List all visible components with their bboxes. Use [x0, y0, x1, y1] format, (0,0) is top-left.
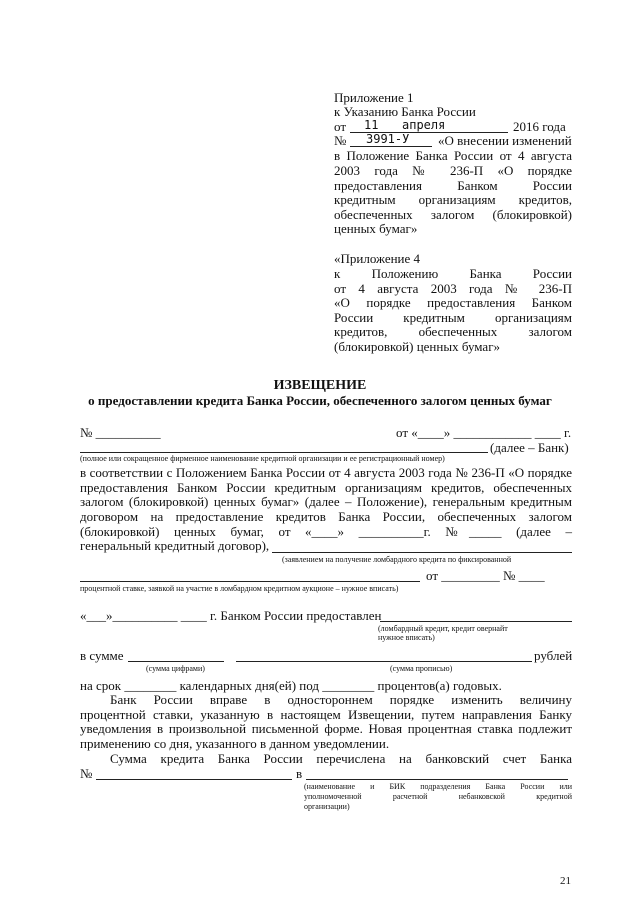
- appendix4-line4: «О порядке предоставления Банком: [334, 295, 572, 310]
- para1-line2: предоставления Банком России кредитным организациям кредитов, обеспеченных: [80, 480, 572, 495]
- bank-suffix: (далее – Банк): [490, 440, 569, 455]
- notice-number: № __________: [80, 425, 161, 440]
- appendix1-line8: обеспеченных залогом (блокировкой): [334, 207, 572, 222]
- number-underline: [350, 146, 432, 147]
- sum-words-line: [236, 661, 532, 662]
- appendix4-line7: (блокировкой) ценных бумаг»: [334, 339, 501, 354]
- para3-line1: Сумма кредита Банка России перечислена на банковский счет Банка: [110, 751, 572, 766]
- appendix4-line3: от 4 августа 2003 года № 236-П: [334, 281, 572, 296]
- sum-currency: рублей: [534, 648, 573, 663]
- appendix1-title: Приложение 1: [334, 90, 414, 105]
- para1-line5: (блокировкой) ценных бумаг, от «____» __________г. №_____ (далее –: [80, 524, 572, 539]
- application-line2: [80, 581, 420, 582]
- appendix4-line5: России кредитным организациям: [334, 310, 572, 325]
- page-number: 21: [560, 875, 571, 887]
- hint-bik3: организации): [304, 802, 350, 811]
- date-year: 2016 года: [513, 119, 566, 134]
- sum-digits-line: [128, 661, 224, 662]
- para2-line4: применению со дня, указанного в данном уведомлении.: [80, 736, 390, 751]
- hint-credit-type1: (ломбардный кредит, кредит овернайт: [378, 624, 508, 633]
- hint-application2: процентной ставке, заявкой на участие в ломбардном кредитном аукционе – нужное вписать): [80, 584, 399, 593]
- org-name-line: [80, 452, 488, 453]
- appendix1-line6: предоставления Банком России: [334, 178, 572, 193]
- date-month: апреля: [402, 118, 446, 132]
- hint-org: (полное или сокращенное фирменное наименование кредитной организации и ее регистрационный номер): [80, 454, 445, 463]
- sum-label: в сумме: [80, 648, 124, 663]
- number-value: 3991-У: [366, 132, 410, 146]
- account-no-label: №: [80, 766, 93, 781]
- appendix4-line2: к Положению Банка России: [334, 266, 572, 281]
- para1-line3: залогом (блокировкой) ценных бумаг» (далее – Положение), генеральным кредитным: [80, 494, 572, 509]
- account-bank-line: [306, 779, 568, 780]
- account-no-line: [96, 779, 292, 780]
- credit-type-line: [380, 621, 572, 622]
- para2-line1: Банк России вправе в одностороннем порядке изменить величину: [110, 692, 572, 707]
- appendix4-line6: кредитов, обеспеченных залогом: [334, 324, 572, 339]
- account-in-label: в: [296, 766, 303, 781]
- para1-line4: договором на предоставление кредитов Банка России, обеспеченных залогом: [80, 509, 572, 524]
- hint-bik2: уполномоченной расчетной небанковской кредитной: [304, 792, 572, 801]
- para1-line6: генеральный кредитный договор),: [80, 538, 270, 553]
- appendix1-line7: кредитным организациям кредитов,: [334, 192, 572, 207]
- term-line: на срок ________ календарных дня(ей) под ________ процентов(а) годовых.: [80, 678, 502, 693]
- appendix1-line4: в Положение Банка России от 4 августа: [334, 148, 572, 163]
- appendix1-to: к Указанию Банка России: [334, 104, 476, 119]
- application-from-no: от _________ № ____: [426, 568, 545, 583]
- hint-credit-type2: нужное вписать): [378, 633, 435, 642]
- hint-sum-words: (сумма прописью): [390, 664, 453, 673]
- para1-line1: в соответствии с Положением Банка России от 4 августа 2003 года № 236-П «О порядке: [80, 465, 572, 480]
- appendix1-line5: 2003 года № 236-П «О порядке: [334, 163, 572, 178]
- notice-date: от «____» ____________ ____ г.: [396, 425, 572, 440]
- page-title: ИЗВЕЩЕНИЕ: [273, 378, 367, 393]
- credit-provided-line: «___»__________ ____ г. Банком России предоставлен: [80, 608, 382, 623]
- no-prefix: №: [334, 133, 347, 148]
- para2-line3: уведомления в произвольной письменной форме. Новая процентная ставка подлежит: [80, 721, 572, 736]
- hint-bik1: (наименование и БИК подразделения Банка России или: [304, 782, 572, 791]
- page-subtitle: о предоставлении кредита Банка России, обеспеченного залогом ценных бумаг: [88, 393, 552, 408]
- hint-sum-digits: (сумма цифрами): [146, 664, 205, 673]
- hint-application1: (заявлением на получение ломбардного кредита по фиксированной: [282, 555, 512, 564]
- date-day: 11: [364, 118, 379, 132]
- appendix1-line3: «О внесении изменений: [438, 133, 572, 148]
- from-prefix: от: [334, 119, 347, 134]
- para2-line2: процентной ставки, указанную в настоящем Извещении, путем направления Банку: [80, 707, 572, 722]
- appendix4-title: «Приложение 4: [334, 251, 421, 266]
- appendix1-line9: ценных бумаг»: [334, 221, 418, 236]
- application-line: [272, 552, 572, 553]
